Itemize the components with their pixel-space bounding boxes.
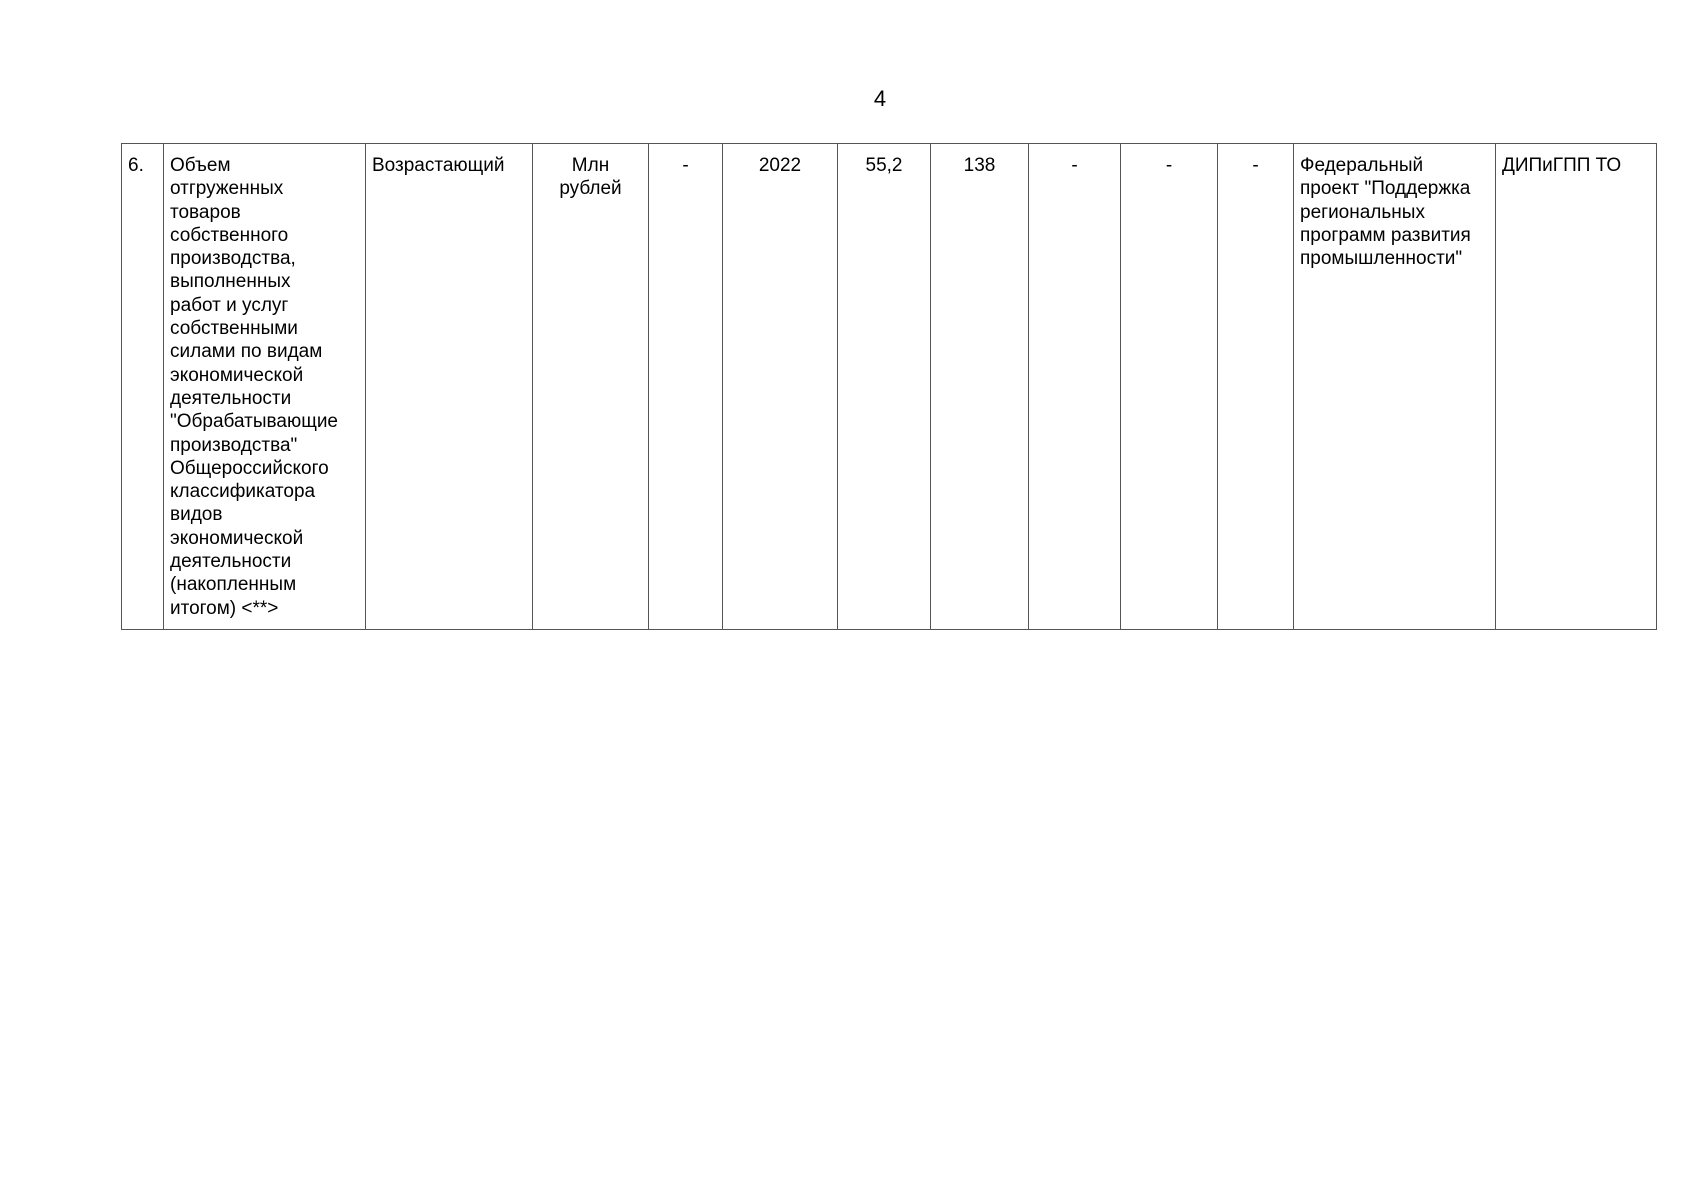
page-number: 4 bbox=[873, 86, 887, 111]
row-number-cell: 6. bbox=[122, 144, 164, 630]
indicator-name-line: Общероссийского bbox=[170, 457, 329, 479]
project-line: региональных bbox=[1300, 201, 1425, 223]
indicator-table bbox=[121, 143, 1657, 630]
indicator-name-line: отгруженных bbox=[170, 178, 284, 200]
indicator-name-line: собственными bbox=[170, 318, 298, 340]
project-line: программ развития bbox=[1300, 224, 1471, 246]
value-cell-5: - bbox=[1218, 144, 1294, 630]
year-cell: 2022 bbox=[723, 144, 838, 630]
value-cell-3: - bbox=[1029, 144, 1121, 630]
indicator-name-line: Объем bbox=[170, 155, 231, 176]
table-row bbox=[122, 144, 1657, 630]
indicator-name-line: работ и услуг bbox=[170, 294, 289, 316]
value-cell-2: 138 bbox=[931, 144, 1029, 630]
unit-cell bbox=[533, 144, 649, 630]
value-cell-4: - bbox=[1121, 144, 1218, 630]
indicator-name-line: силами по видам bbox=[170, 341, 323, 363]
unit-line: Млн bbox=[571, 155, 610, 176]
responsible-cell: ДИПиГПП ТО bbox=[1496, 144, 1657, 630]
indicator-name-line: экономической bbox=[170, 364, 304, 386]
project-cell bbox=[1294, 144, 1496, 630]
base-value-cell: - bbox=[649, 144, 723, 630]
indicator-name-line: итогом) <**> bbox=[170, 597, 279, 619]
unit-line: рублей bbox=[559, 178, 622, 200]
project-line: Федеральный bbox=[1300, 155, 1424, 176]
indicator-name-line: производства, bbox=[170, 248, 296, 270]
indicator-name-line: видов bbox=[170, 504, 223, 526]
indicator-name-cell bbox=[164, 144, 366, 630]
indicator-name-line: товаров bbox=[170, 201, 241, 223]
indicator-name-line: деятельности bbox=[170, 387, 292, 409]
indicator-name-line: собственного bbox=[170, 224, 289, 246]
value-cell-1: 55,2 bbox=[838, 144, 931, 630]
indicator-name-line: (накопленным bbox=[170, 574, 297, 596]
project-line: проект "Поддержка bbox=[1300, 178, 1471, 200]
indicator-name-line: классификатора bbox=[170, 481, 316, 503]
indicator-name-line: деятельности bbox=[170, 551, 292, 573]
trend-cell: Возрастающий bbox=[366, 144, 533, 630]
indicator-name-line: экономической bbox=[170, 527, 304, 549]
indicator-name-line: выполненных bbox=[170, 271, 291, 293]
indicator-name-line: "Обрабатывающие bbox=[170, 411, 339, 433]
project-line: промышленности" bbox=[1300, 248, 1463, 270]
indicator-name-line: производства" bbox=[170, 434, 298, 456]
